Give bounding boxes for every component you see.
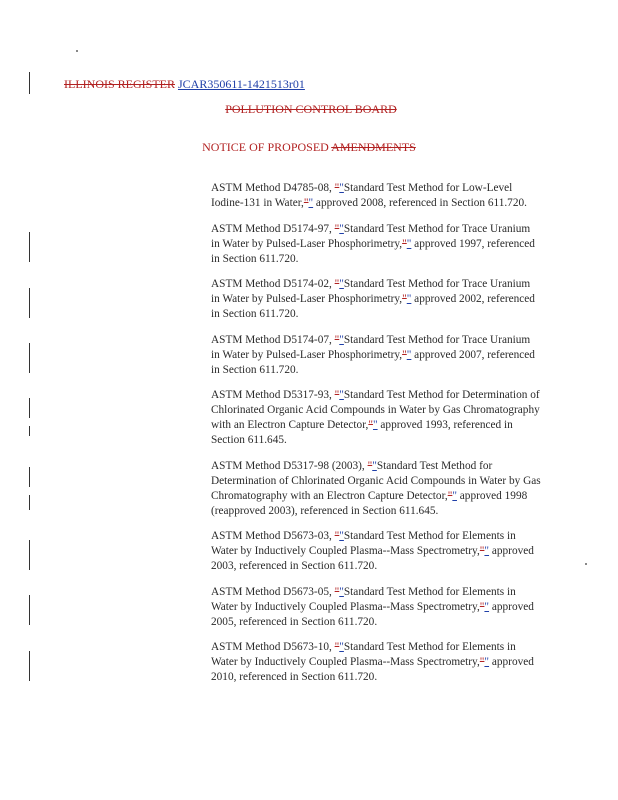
reference-entry — [211, 222, 541, 267]
entry-title: Standard Test Method for Trace Uranium in Water by Pulsed-Laser Phosphorimetry, — [211, 278, 531, 305]
entry-approval: approved 1998 (reapproved 2003), referenced in Section 611.645. — [211, 489, 528, 517]
entry-method: ASTM Method D5317-98 (2003), — [211, 459, 368, 472]
entry-approval: approved 1993, referenced in Section 611.645. — [211, 419, 513, 446]
entry-method: ASTM Method D5673-03, — [211, 530, 335, 542]
entry-title: Standard Test Method for Trace Uranium in Water by Pulsed-Laser Phosphorimetry, — [211, 333, 531, 361]
quote-open-inserted: " — [339, 182, 344, 194]
change-bar — [29, 232, 30, 262]
board-title: POLLUTION CONTROL BOARD — [225, 102, 397, 116]
change-bar — [29, 467, 30, 487]
quote-close-deleted: " — [402, 348, 407, 361]
quote-close-deleted: " — [479, 656, 485, 668]
quote-close-inserted: " — [372, 419, 378, 431]
reference-list — [211, 181, 541, 696]
reference-entry — [211, 333, 541, 378]
quote-open-deleted: " — [334, 389, 340, 401]
change-bar — [29, 495, 30, 510]
quote-close-deleted: " — [368, 419, 373, 431]
quote-open-deleted: " — [334, 278, 340, 290]
change-bar — [29, 540, 30, 570]
entry-method: ASTM Method D5317-93, — [211, 389, 335, 401]
entry-title: Standard Test Method for Elements in Water by Inductively Coupled Plasma--Mass Spectrometry, — [211, 641, 516, 668]
change-bar — [29, 343, 30, 373]
quote-close-deleted: " — [402, 237, 407, 250]
entry-approval: approved 2010, referenced in Section 611.720. — [211, 656, 534, 683]
header-inserted-text: JCAR350611-1421513r01 — [178, 77, 305, 91]
entry-method: ASTM Method D5174-02, — [211, 278, 335, 290]
quote-open-deleted: " — [367, 459, 373, 472]
entry-method: ASTM Method D4785-08, — [211, 182, 335, 194]
change-bar — [29, 398, 30, 418]
quote-close-inserted: " — [484, 545, 490, 557]
entry-method: ASTM Method D5174-07, — [211, 333, 335, 346]
entry-title: Standard Test Method for Determination of Chlorinated Organic Acid Compounds in Water by Gas Chromatography with an Electron Capture Detector, — [211, 459, 541, 502]
header-deleted-text: ILLINOIS REGISTER — [64, 77, 175, 91]
quote-close-inserted: " — [406, 237, 412, 250]
entry-title: Standard Test Method for Low-Level Iodine-131 in Water, — [211, 182, 513, 209]
quote-open-deleted: " — [334, 222, 340, 235]
quote-close-deleted: " — [479, 545, 485, 557]
quote-close-deleted: " — [447, 489, 453, 502]
reference-entry — [211, 181, 541, 211]
scan-speck — [76, 50, 78, 52]
entry-method: ASTM Method D5174-97, — [211, 222, 335, 235]
quote-open-inserted: " — [339, 585, 344, 598]
quote-close-inserted: " — [406, 293, 412, 305]
quote-open-inserted: " — [339, 333, 344, 346]
quote-open-inserted: " — [339, 222, 344, 235]
change-bar — [29, 288, 30, 318]
quote-open-inserted: " — [339, 530, 344, 542]
change-bar — [29, 72, 30, 94]
entry-title: Standard Test Method for Elements in Water by Inductively Coupled Plasma--Mass Spectrometry, — [211, 585, 516, 613]
entry-method: ASTM Method D5673-10, — [211, 641, 335, 653]
change-bar — [29, 595, 30, 625]
quote-open-inserted: " — [339, 278, 344, 290]
reference-entry — [211, 529, 541, 574]
change-bar — [29, 426, 30, 436]
entry-approval: approved 2005, referenced in Section 611.720. — [211, 600, 534, 628]
quote-open-deleted: " — [334, 182, 340, 194]
notice-deleted-text: AMENDMENTS — [331, 140, 416, 154]
quote-open-inserted: " — [372, 459, 377, 472]
quote-open-deleted: " — [334, 641, 340, 653]
entry-approval: approved 2007, referenced in Section 611.720. — [211, 348, 535, 376]
register-header — [64, 77, 305, 92]
entry-approval: approved 1997, referenced in Section 611.720. — [211, 237, 535, 265]
reference-entry — [211, 640, 541, 685]
quote-close-deleted: " — [402, 293, 407, 305]
scan-speck — [585, 563, 587, 565]
entry-approval: approved 2003, referenced in Section 611.720. — [211, 545, 534, 572]
entry-approval: approved 2002, referenced in Section 611.720. — [211, 293, 535, 320]
entry-title: Standard Test Method for Trace Uranium in Water by Pulsed-Laser Phosphorimetry, — [211, 222, 531, 250]
quote-close-inserted: " — [484, 600, 490, 613]
change-bar — [29, 651, 30, 681]
quote-open-deleted: " — [334, 585, 340, 598]
reference-entry — [211, 388, 541, 448]
quote-close-inserted: " — [452, 489, 457, 502]
notice-kept-text: NOTICE OF PROPOSED — [202, 140, 332, 154]
entry-approval: approved 2008, referenced in Section 611.720. — [313, 197, 527, 209]
quote-open-inserted: " — [339, 641, 344, 653]
quote-close-inserted: " — [484, 656, 490, 668]
quote-open-deleted: " — [334, 530, 340, 542]
quote-close-inserted: " — [406, 348, 412, 361]
reference-entry — [211, 459, 541, 519]
quote-close-inserted: " — [308, 197, 314, 209]
entry-title: Standard Test Method for Elements in Water by Inductively Coupled Plasma--Mass Spectrometry, — [211, 530, 516, 557]
entry-title: Standard Test Method for Determination of Chlorinated Organic Acid Compounds in Water by Gas Chromatography with an Electron Capture Detector, — [211, 389, 540, 431]
quote-open-deleted: " — [334, 333, 340, 346]
reference-entry — [211, 585, 541, 630]
quote-open-inserted: " — [339, 389, 344, 401]
notice-title — [0, 140, 618, 155]
reference-entry — [211, 277, 541, 322]
quote-close-deleted: " — [303, 197, 309, 209]
entry-method: ASTM Method D5673-05, — [211, 585, 335, 598]
quote-close-deleted: " — [479, 600, 485, 613]
